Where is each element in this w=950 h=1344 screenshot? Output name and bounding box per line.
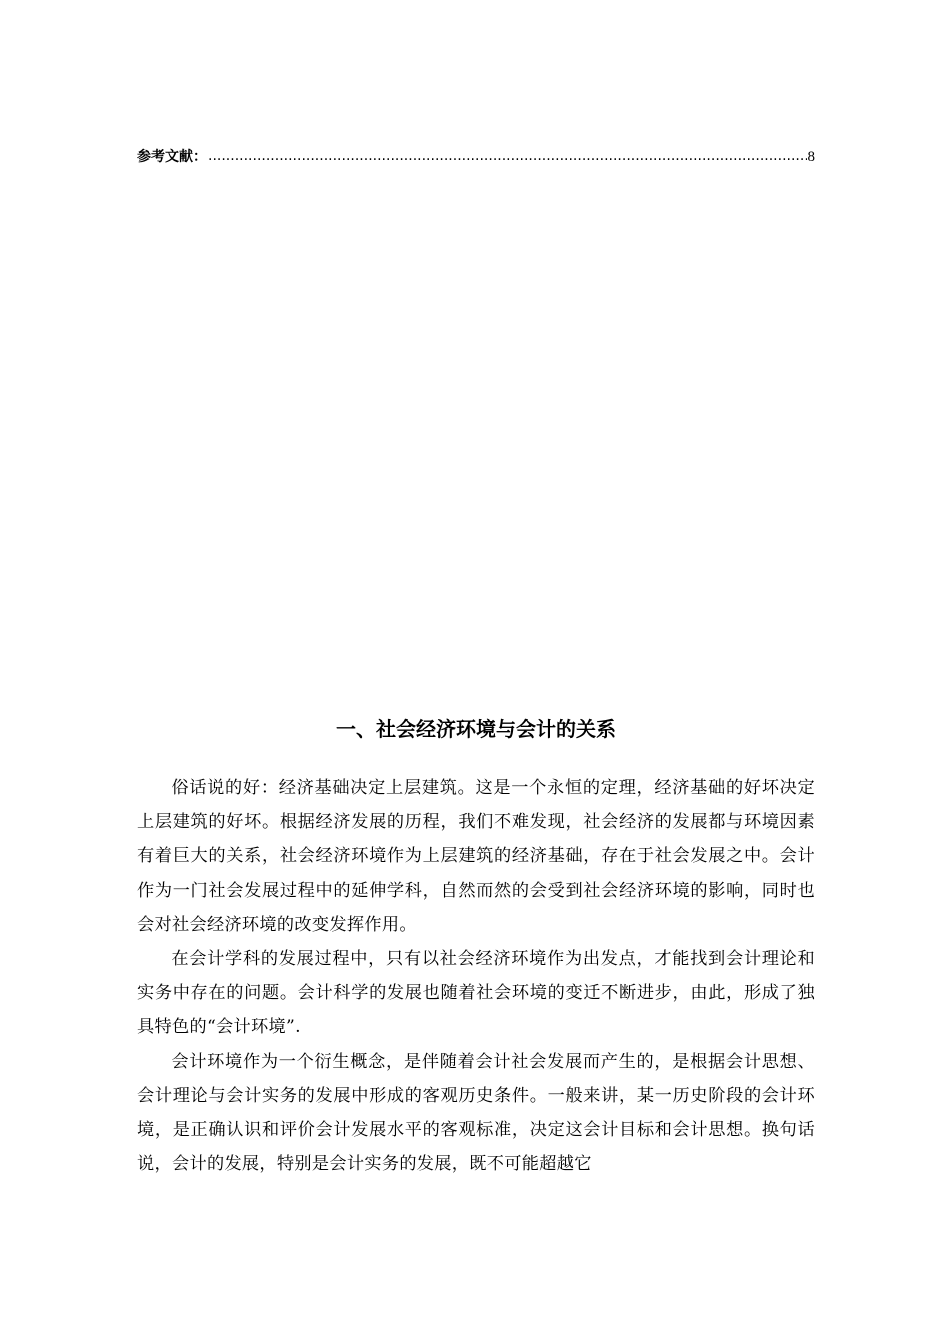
paragraph: 在会计学科的发展过程中，只有以社会经济环境作为出发点，才能找到会计理论和实务中存在的问题。会计科学的发展也随着社会环境的变迁不断进步，由此，形成了独具特色的“会计环境”. (137, 949, 815, 1038)
section-title: 一、社会经济环境与会计的关系 (336, 717, 616, 741)
paragraph: 会计环境作为一个衍生概念，是伴随着会计社会发展而产生的，是根据会计思想、会计理论与会计实务的发展中形成的客观历史条件。一般来讲，某一历史阶段的会计环境，是正确认识和评价会计发展水平的客观标准，决定这会计目标和会计思想。换句话说，会计的发展，特别是会计实务的发展，既不可能超越它 (137, 1051, 815, 1175)
toc-entry-references[interactable] (137, 146, 815, 168)
paragraph: 俗话说的好：经济基础决定上层建筑。这是一个永恒的定理，经济基础的好坏决定上层建筑的好坏。根据经济发展的历程，我们不难发现，社会经济的发展都与环境因素有着巨大的关系，社会经济环境作为上层建筑的经济基础，存在于社会发展之中。会计作为一门社会发展过程中的延伸学科，自然而然的会受到社会经济环境的影响，同时也会对社会经济环境的改变发挥作用。 (137, 778, 815, 935)
toc-entry-label: 参考文献： (137, 149, 207, 165)
toc-page-number: 8 (807, 149, 815, 165)
toc-dot-leader (208, 148, 807, 164)
body-text (137, 771, 815, 1181)
